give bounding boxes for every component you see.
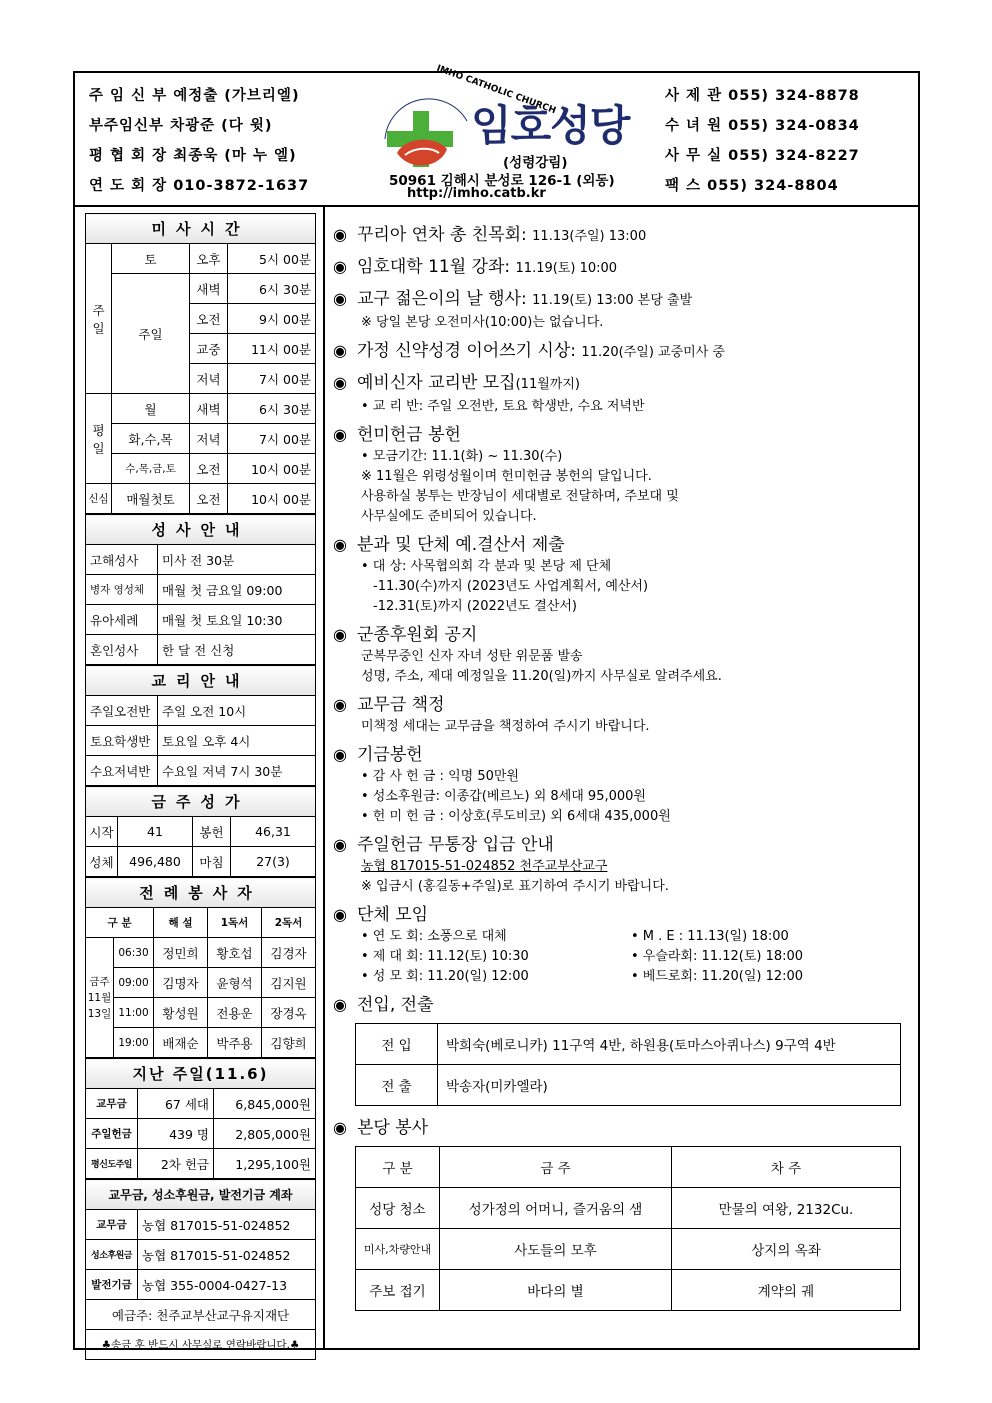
- news-title: 주일헌금 무통장 입금 안내: [357, 835, 554, 855]
- mass-day: 월: [112, 394, 190, 424]
- offering-type: 주일헌금: [86, 1119, 138, 1149]
- news-item: [333, 223, 911, 249]
- convent-phone: 수 녀 원 055) 324-0834: [665, 118, 860, 134]
- church-subtitle: (성령강림): [503, 155, 568, 171]
- accounts-table: [85, 1179, 316, 1360]
- sacrament-name: 고해성사: [86, 545, 158, 575]
- mass-hour: 5시 00분: [228, 244, 316, 274]
- offering-amount: 2,805,000원: [214, 1119, 316, 1149]
- server-name: 박주용: [208, 1028, 262, 1058]
- news-line: ※ 11월은 위령성월이며 헌미헌금 봉헌의 달입니다.: [361, 469, 652, 484]
- news-item: [333, 255, 911, 281]
- class-time: 주일 오전 10시: [158, 696, 316, 726]
- mass-hour: 7시 00분: [228, 364, 316, 394]
- news-item: [333, 287, 911, 333]
- offering-count: 439 명: [138, 1119, 214, 1149]
- service-type: 주보 접기: [356, 1270, 440, 1311]
- server-name: 배재순: [154, 1028, 208, 1058]
- offering-amount: 6,845,000원: [214, 1089, 316, 1119]
- offering-count: 2차 헌금: [138, 1149, 214, 1179]
- meeting-entry: • M . E : 11.13(일) 18:00: [631, 929, 789, 944]
- news-detail: 11.20(주일) 교중미사 중: [581, 345, 725, 360]
- news-title: 꾸리아 연차 총 친목회:: [357, 225, 527, 245]
- assistant-pastor-line: 부주임신부 차광준 (다 윗): [89, 118, 273, 134]
- liturgy-servers-table: [85, 877, 316, 1058]
- class-name: 토요학생반: [86, 726, 158, 756]
- service-group: 계약의 궤: [672, 1270, 901, 1311]
- service-header: 차 주: [672, 1147, 901, 1188]
- last-week-title: 지난 주일(11.6): [86, 1059, 316, 1089]
- news-line: 성명, 주소, 제대 예정일을 11.20(일)까지 사무실로 알려주세요.: [361, 669, 722, 684]
- account-number: 농협 355-0004-0427-13: [138, 1270, 316, 1300]
- offering-type: 평신도주일: [86, 1149, 138, 1179]
- service-group: 상지의 옥좌: [672, 1229, 901, 1270]
- bulletin-header: [75, 63, 918, 207]
- clergy-list: [89, 85, 309, 205]
- server-name: 김향희: [262, 1028, 316, 1058]
- church-emblem-icon: [375, 81, 475, 181]
- hymn-label: 마침: [193, 847, 231, 877]
- service-group: 바다의 별: [440, 1270, 672, 1311]
- meeting-entry: • 성 모 회: 11.20(일) 12:00: [361, 969, 529, 984]
- news-item: [333, 1116, 911, 1311]
- account-type: 성소후원금: [86, 1240, 138, 1270]
- service-type: 성당 청소: [356, 1188, 440, 1229]
- transfer-value: 박송자(미카엘라): [438, 1065, 901, 1106]
- server-name: 전용운: [208, 998, 262, 1028]
- sacrament-value: 미사 전 30분: [158, 545, 316, 575]
- sacrament-name: 유아세례: [86, 605, 158, 635]
- server-name: 장경옥: [262, 998, 316, 1028]
- bullet-icon: ◉: [333, 225, 347, 244]
- account-number: 농협 817015-51-024852: [138, 1240, 316, 1270]
- sacrament-value: 한 달 전 신청: [158, 635, 316, 665]
- servers-title: 전례봉사자: [86, 878, 316, 908]
- mass-time: 저녁: [190, 364, 228, 394]
- news-item: [333, 371, 911, 417]
- servers-header: 2독서: [262, 908, 316, 938]
- rectory-phone: 사 제 관 055) 324-8878: [665, 88, 860, 104]
- news-line: ※ 당일 본당 오전미사(10:00)는 없습니다.: [361, 315, 604, 330]
- mass-time: 오전: [190, 484, 228, 514]
- accounts-title: 교무금, 성소후원금, 발전기금 계좌: [86, 1180, 316, 1210]
- news-item: [333, 533, 911, 617]
- server-name: 정민희: [154, 938, 208, 968]
- bullet-icon: ◉: [333, 257, 347, 276]
- news-line: • 대 상: 사목협의회 각 분과 및 본당 제 단체: [361, 559, 612, 574]
- bulletin-frame: [73, 63, 920, 1351]
- church-logo: [375, 63, 635, 205]
- bank-account: 농협 817015-51-024852 천주교부산교구: [361, 859, 608, 874]
- mass-day: 화,수,목: [112, 424, 190, 454]
- hymn-number: 496,480: [118, 847, 193, 877]
- news-line: 사무실에도 준비되어 있습니다.: [361, 509, 537, 524]
- news-detail: 11.13(주일) 13:00: [532, 229, 647, 244]
- server-name: 황호섭: [208, 938, 262, 968]
- sacraments-title: 성사안내: [86, 515, 316, 545]
- mass-day: 매월첫토: [112, 484, 190, 514]
- class-name: 주일오전반: [86, 696, 158, 726]
- left-column: [85, 213, 316, 1360]
- mass-hour: 7시 00분: [228, 424, 316, 454]
- hymn-number: 41: [118, 817, 193, 847]
- sacrament-value: 매월 첫 토요일 10:30: [158, 605, 316, 635]
- bullet-icon: ◉: [333, 625, 347, 644]
- bullet-icon: ◉: [333, 341, 347, 360]
- mass-hour: 9시 00분: [228, 304, 316, 334]
- mass-time: 교중: [190, 334, 228, 364]
- news-title: 임호대학 11월 강좌:: [357, 257, 511, 277]
- council-president-line: 평 협 회 장 최종욱 (마 누 엘): [89, 148, 297, 164]
- news-line: • 성소후원금: 이종갑(베르노) 외 8세대 95,000원: [361, 789, 646, 804]
- mass-times-table: [85, 213, 316, 514]
- meeting-entry: • 연 도 회: 소풍으로 대체: [361, 929, 507, 944]
- mass-hour: 10시 00분: [228, 454, 316, 484]
- meeting-entry: • 베드로회: 11.20(일) 12:00: [631, 969, 804, 984]
- transfer-label: 전 입: [356, 1024, 438, 1065]
- news-title: 예비신자 교리반 모집: [357, 373, 516, 393]
- news-line: • 감 사 헌 금 : 익명 50만원: [361, 769, 519, 784]
- news-title: 단체 모임: [357, 905, 429, 925]
- account-type: 발전기금: [86, 1270, 138, 1300]
- transfer-table: [355, 1023, 901, 1106]
- news-title: 전입, 전출: [357, 995, 434, 1015]
- class-time: 토요일 오후 4시: [158, 726, 316, 756]
- service-type: 미사,차량안내: [356, 1229, 440, 1270]
- server-time: 19:00: [114, 1028, 154, 1058]
- news-item: [333, 833, 911, 897]
- news-column: [333, 223, 911, 1317]
- mass-day: 토: [112, 244, 190, 274]
- pastor-line: 주 임 신 부 예정출 (가브리엘): [89, 88, 300, 104]
- news-title: 가정 신약성경 이어쓰기 시상:: [357, 341, 577, 361]
- transfer-label: 전 출: [356, 1065, 438, 1106]
- news-item: [333, 339, 911, 365]
- mass-time: 오전: [190, 304, 228, 334]
- news-title: 기금봉헌: [357, 745, 423, 765]
- news-detail: 11.19(토) 13:00 본당 출발: [532, 293, 693, 308]
- offering-amount: 1,295,100원: [214, 1149, 316, 1179]
- class-time: 수요일 저녁 7시 30분: [158, 756, 316, 786]
- sacrament-name: 병자 영성체: [86, 575, 158, 605]
- server-time: 09:00: [114, 968, 154, 998]
- news-title: 교무금 책정: [357, 695, 445, 715]
- server-name: 김지원: [262, 968, 316, 998]
- news-title: 교구 젊은이의 날 행사:: [357, 289, 527, 309]
- mass-times-title: 미사시간: [86, 214, 316, 244]
- news-line: ※ 입금시 (홍길동+주일)로 표기하여 주시기 바랍니다.: [361, 879, 669, 894]
- service-header: 구 분: [356, 1147, 440, 1188]
- catechism-title: 교리안내: [86, 666, 316, 696]
- fax-number: 팩 스 055) 324-8804: [665, 178, 839, 194]
- offering-count: 67 세대: [138, 1089, 214, 1119]
- bullet-icon: ◉: [333, 373, 347, 392]
- bullet-icon: ◉: [333, 835, 347, 854]
- bullet-icon: ◉: [333, 1118, 347, 1137]
- server-time: 06:30: [114, 938, 154, 968]
- mass-time: 오전: [190, 454, 228, 484]
- hymn-number: 27(3): [231, 847, 316, 877]
- mass-day: 주일: [112, 274, 190, 394]
- account-owner: 예금주: 천주교부산교구유지재단: [86, 1300, 316, 1330]
- sacrament-name: 혼인성사: [86, 635, 158, 665]
- news-line: 사용하실 봉투는 반장님이 세대별로 전달하며, 주보대 및: [361, 489, 679, 504]
- mass-time: 저녁: [190, 424, 228, 454]
- news-line: • 모금기간: 11.1(화) ~ 11.30(수): [361, 449, 563, 464]
- church-address: 50961 김해시 분성로 126-1 (외동): [389, 173, 615, 189]
- weekday-label: 평일: [86, 394, 112, 484]
- bullet-icon: ◉: [333, 695, 347, 714]
- service-group: 사도들의 모후: [440, 1229, 672, 1270]
- hymn-label: 시작: [86, 817, 118, 847]
- logo-arc-text: IMHO CATHOLIC CHURCH: [435, 63, 558, 117]
- sacrament-value: 매월 첫 금요일 09:00: [158, 575, 316, 605]
- news-line: 미책정 세대는 교무금을 책정하여 주시기 바랍니다.: [361, 719, 650, 734]
- servers-header: 해 설: [154, 908, 208, 938]
- service-group: 만물의 여왕, 2132Cu.: [672, 1188, 901, 1229]
- news-title: 분과 및 단체 예.결산서 제출: [357, 535, 565, 555]
- offering-type: 교무금: [86, 1089, 138, 1119]
- mass-hour: 6시 30분: [228, 394, 316, 424]
- news-line: • 헌 미 헌 금 : 이상호(루도비코) 외 6세대 435,000원: [361, 809, 671, 824]
- server-name: 윤형석: [208, 968, 262, 998]
- bullet-icon: ◉: [333, 995, 347, 1014]
- transfer-value: 박희숙(베로니카) 11구역 4반, 하원용(토마스아퀴나스) 9구역 4반: [438, 1024, 901, 1065]
- server-name: 황성원: [154, 998, 208, 1028]
- mass-hour: 11시 00분: [228, 334, 316, 364]
- news-title: 본당 봉사: [357, 1118, 429, 1138]
- bullet-icon: ◉: [333, 535, 347, 554]
- hymn-label: 봉헌: [193, 817, 231, 847]
- hymn-number: 46,31: [231, 817, 316, 847]
- service-group: 성가정의 어머니, 즐거움의 샘: [440, 1188, 672, 1229]
- mass-time: 오후: [190, 244, 228, 274]
- column-divider: [323, 207, 325, 1350]
- office-phone: 사 무 실 055) 324-8227: [665, 148, 860, 164]
- mass-hour: 6시 30분: [228, 274, 316, 304]
- account-note: ♣송금 후 반드시 사무실로 연락바랍니다.♣: [86, 1330, 316, 1360]
- sunday-label: 주일: [86, 244, 112, 394]
- church-url[interactable]: http://imho.catb.kr: [407, 186, 546, 201]
- meeting-entry: • 우슬라회: 11.12(토) 18:00: [631, 949, 804, 964]
- news-item: [333, 743, 911, 827]
- news-item: [333, 693, 911, 737]
- church-name: 임호성당: [471, 101, 630, 150]
- hymns-table: [85, 786, 316, 877]
- mass-time: 새벽: [190, 394, 228, 424]
- news-detail: (11월까지): [515, 377, 580, 392]
- server-time: 11:00: [114, 998, 154, 1028]
- bullet-icon: ◉: [333, 425, 347, 444]
- servers-date: 금주 11월 13일: [86, 938, 114, 1058]
- bullet-icon: ◉: [333, 905, 347, 924]
- service-table: [355, 1146, 901, 1311]
- service-header: 금 주: [440, 1147, 672, 1188]
- servers-header: 구 분: [86, 908, 154, 938]
- meeting-entry: • 제 대 회: 11.12(토) 10:30: [361, 949, 529, 964]
- bullet-icon: ◉: [333, 289, 347, 308]
- news-line: -12.31(토)까지 (2022년도 결산서): [373, 599, 578, 614]
- news-detail: 11.19(토) 10:00: [515, 261, 618, 276]
- class-name: 수요저녁반: [86, 756, 158, 786]
- account-number: 농협 817015-51-024852: [138, 1210, 316, 1240]
- contact-list: [665, 85, 860, 205]
- news-line: • 교 리 반: 주일 오전반, 토요 학생반, 수요 저녁반: [361, 399, 645, 414]
- news-item: [333, 623, 911, 687]
- news-line: -11.30(수)까지 (2023년도 사업계획서, 예산서): [373, 579, 649, 594]
- news-item: [333, 993, 911, 1106]
- news-title: 헌미헌금 봉헌: [357, 425, 461, 445]
- mass-day: 수,목,금,토: [112, 454, 190, 484]
- bullet-icon: ◉: [333, 745, 347, 764]
- news-line: 군복무중인 신자 자녀 성탄 위문품 발송: [361, 649, 583, 664]
- account-type: 교무금: [86, 1210, 138, 1240]
- news-title: 군종후원회 공지: [357, 625, 478, 645]
- news-item: [333, 423, 911, 527]
- last-week-table: [85, 1058, 316, 1179]
- catechism-table: [85, 665, 316, 786]
- devotion-label: 신심: [86, 484, 112, 514]
- mass-hour: 10시 00분: [228, 484, 316, 514]
- servers-header: 1독서: [208, 908, 262, 938]
- mass-time: 새벽: [190, 274, 228, 304]
- server-name: 김경자: [262, 938, 316, 968]
- sacraments-table: [85, 514, 316, 665]
- server-name: 김명자: [154, 968, 208, 998]
- hymns-title: 금주성가: [86, 787, 316, 817]
- news-item: [333, 903, 911, 987]
- prayer-group-line: 연 도 회 장 010-3872-1637: [89, 178, 310, 194]
- hymn-label: 성체: [86, 847, 118, 877]
